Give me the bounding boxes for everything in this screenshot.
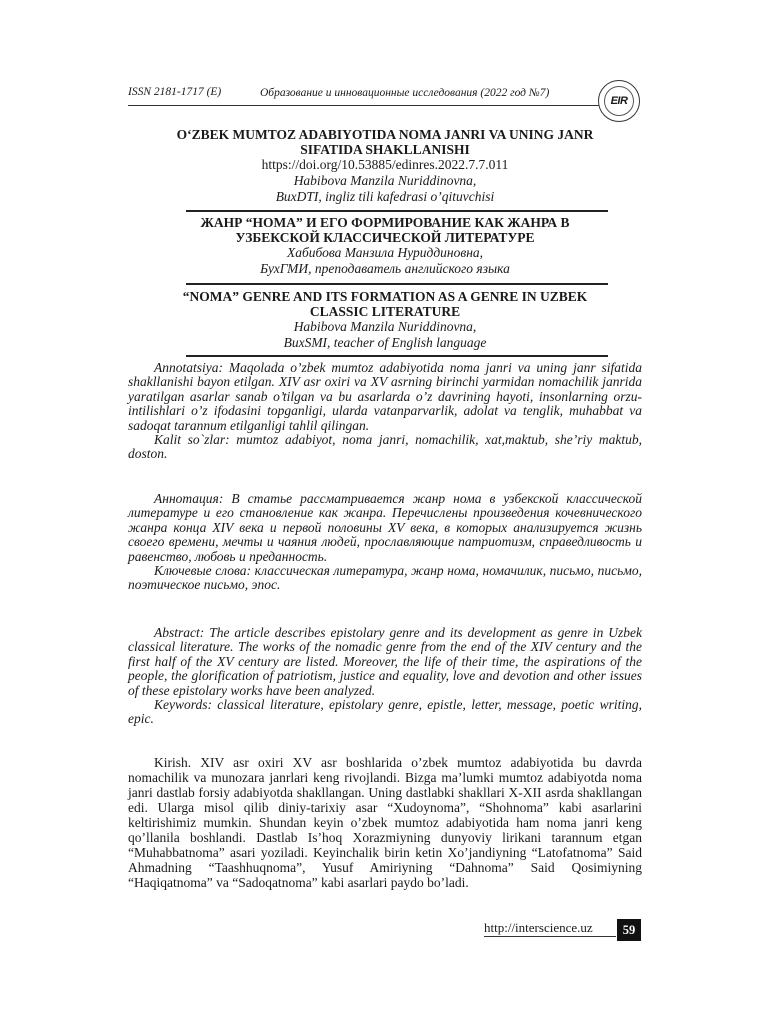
uz-keywords: Kalit so`zlar: mumtoz adabiyot, noma janri, nomachilik, xat,maktub, she’riy maktub, doston. — [128, 432, 642, 462]
ru-title-line-2: УЗБЕКСКОЙ КЛАССИЧЕСКОЙ ЛИТЕРАТУРЕ — [235, 230, 535, 245]
ru-affiliation: БухГМИ, преподаватель английского языка — [260, 261, 510, 276]
journal-title: Образование и инновационные исследования (2022 год №7) — [260, 87, 550, 99]
en-abstract: Abstract: The article describes epistolary genre and its development as genre in Uzbek classical literature. The works of the nomadic genre from the end of the XIV century and the first half of the XV century are listed. Moreover, the life of their time, the aspirations of the people, the glorification of patriotism, justice and equality, love and devotion and other issues of these epistolary works have been analyzed. — [128, 625, 642, 698]
en-keywords: Keywords: classical literature, epistolary genre, epistle, letter, message, poetic writing, epic. — [128, 697, 642, 727]
en-title-block — [128, 289, 642, 351]
uz-abstract: Annotatsiya: Maqolada o’zbek mumtoz adabiyotida noma janri va uning janr sifatida shakllanishi bayon etilgan. XIV asr oxiri va XV asrning birinchi yarmidan nomachilik janrida yaratilgan asarlar sanab o’tilgan va bu asarlarda o’z davrining hayoti, insonlarning orzu-intilishlari o’z ifodasini topganligi, ularda vatanparvarlik, adolat va tenglik, muhabbat va sadoqat tarannum etilganligi tahlil qilingan. — [128, 360, 642, 433]
uz-title-block — [128, 127, 642, 205]
page-number: 59 — [617, 919, 641, 941]
footer-divider — [484, 936, 616, 937]
en-author: Habibova Manzila Nuriddinovna, — [293, 319, 477, 334]
en-affiliation: BuxSMI, teacher of English language — [283, 335, 487, 350]
ru-title-block — [128, 215, 642, 277]
section-divider — [186, 355, 608, 357]
en-title-line-2: CLASSIC LITERATURE — [309, 304, 461, 319]
ru-abstract-section — [128, 492, 642, 593]
uz-abstract-section — [128, 361, 642, 462]
ru-keywords: Ключевые слова: классическая литература, жанр нома, номачилик, письмо, письмо, поэтическое письмо, эпос. — [128, 563, 642, 593]
en-title-line-1: “NOMA” GENRE AND ITS FORMATION AS A GENRE IN UZBEK — [182, 289, 588, 304]
uz-affiliation: BuxDTI, ingliz tili kafedrasi o’qituvchisi — [275, 189, 495, 204]
uz-title-line-2: SIFATIDA SHAKLLANISHI — [300, 142, 470, 157]
ru-title-line-1: ЖАНР “НОМА” И ЕГО ФОРМИРОВАНИЕ КАК ЖАНРА В — [200, 215, 570, 230]
body-section — [128, 755, 642, 890]
uz-title-line-1: O‘ZBEK MUMTOZ ADABIYOTIDA NOMA JANRI VA UNING JANR — [176, 127, 594, 142]
section-divider — [186, 283, 608, 285]
section-divider — [186, 210, 608, 212]
issn: ISSN 2181-1717 (E) — [128, 86, 222, 98]
intro-paragraph: Kirish. XIV asr oxiri XV asr boshlarida o’zbek mumtoz adabiyotida bu davrda nomachilik va munozara janrlari keng rivojlandi. Bizga ma’lumki mumtoz adabiyotda noma janri dastlab forsiy adabiyotda shakllangan. Uning dastlabki shakllari X-XII asrda shakllangan edi. Ularga misol qilib diniy-tarixiy asar “Xudoynoma”, “Shohnoma” kabi asarlarini keltirishimiz mumkin. Shundan keyin o’zbek mumtoz adabiyotida ham noma janri keng qo’llanila boshlandi. Dastlab Is’hoq Xorazmiyning dunyoviy lirikani tarannum etgan “Muhabbatnoma” asari yoziladi. Keyinchalik birin ketin Xo’jandiyning “Latofatnoma” Said Ahmadning “Taashhuqnoma”, Yusuf Amiriyning “Dahnoma” Said Qosimiyning “Haqiqatnoma” va “Sadoqatnoma” kabi asarlari paydo bo’ladi. — [128, 755, 642, 890]
uz-author: Habibova Manzila Nuriddinovna, — [293, 173, 477, 188]
header-divider — [128, 105, 615, 106]
logo-text: EIR — [604, 86, 634, 116]
doi-link[interactable]: https://doi.org/10.53885/edinres.2022.7.7.011 — [261, 157, 509, 172]
journal-seal-icon — [598, 80, 640, 122]
footer-url-link[interactable]: http://interscience.uz — [484, 920, 593, 935]
running-header — [128, 86, 618, 106]
en-abstract-section — [128, 626, 642, 727]
ru-abstract: Аннотация: В статье рассматривается жанр нома в узбекской классической литературе и его становление как жанра. Перечислены произведения кочевнического жанра конца XIV века и первой половины XV века, в которых анализируется жизнь своего времени, мечты и чаяния людей, прославляющие патриотизм, справедливость и равенство, любовь и преданность. — [128, 491, 642, 564]
ru-author: Хабибова Манзила Нуриддиновна, — [286, 245, 484, 260]
